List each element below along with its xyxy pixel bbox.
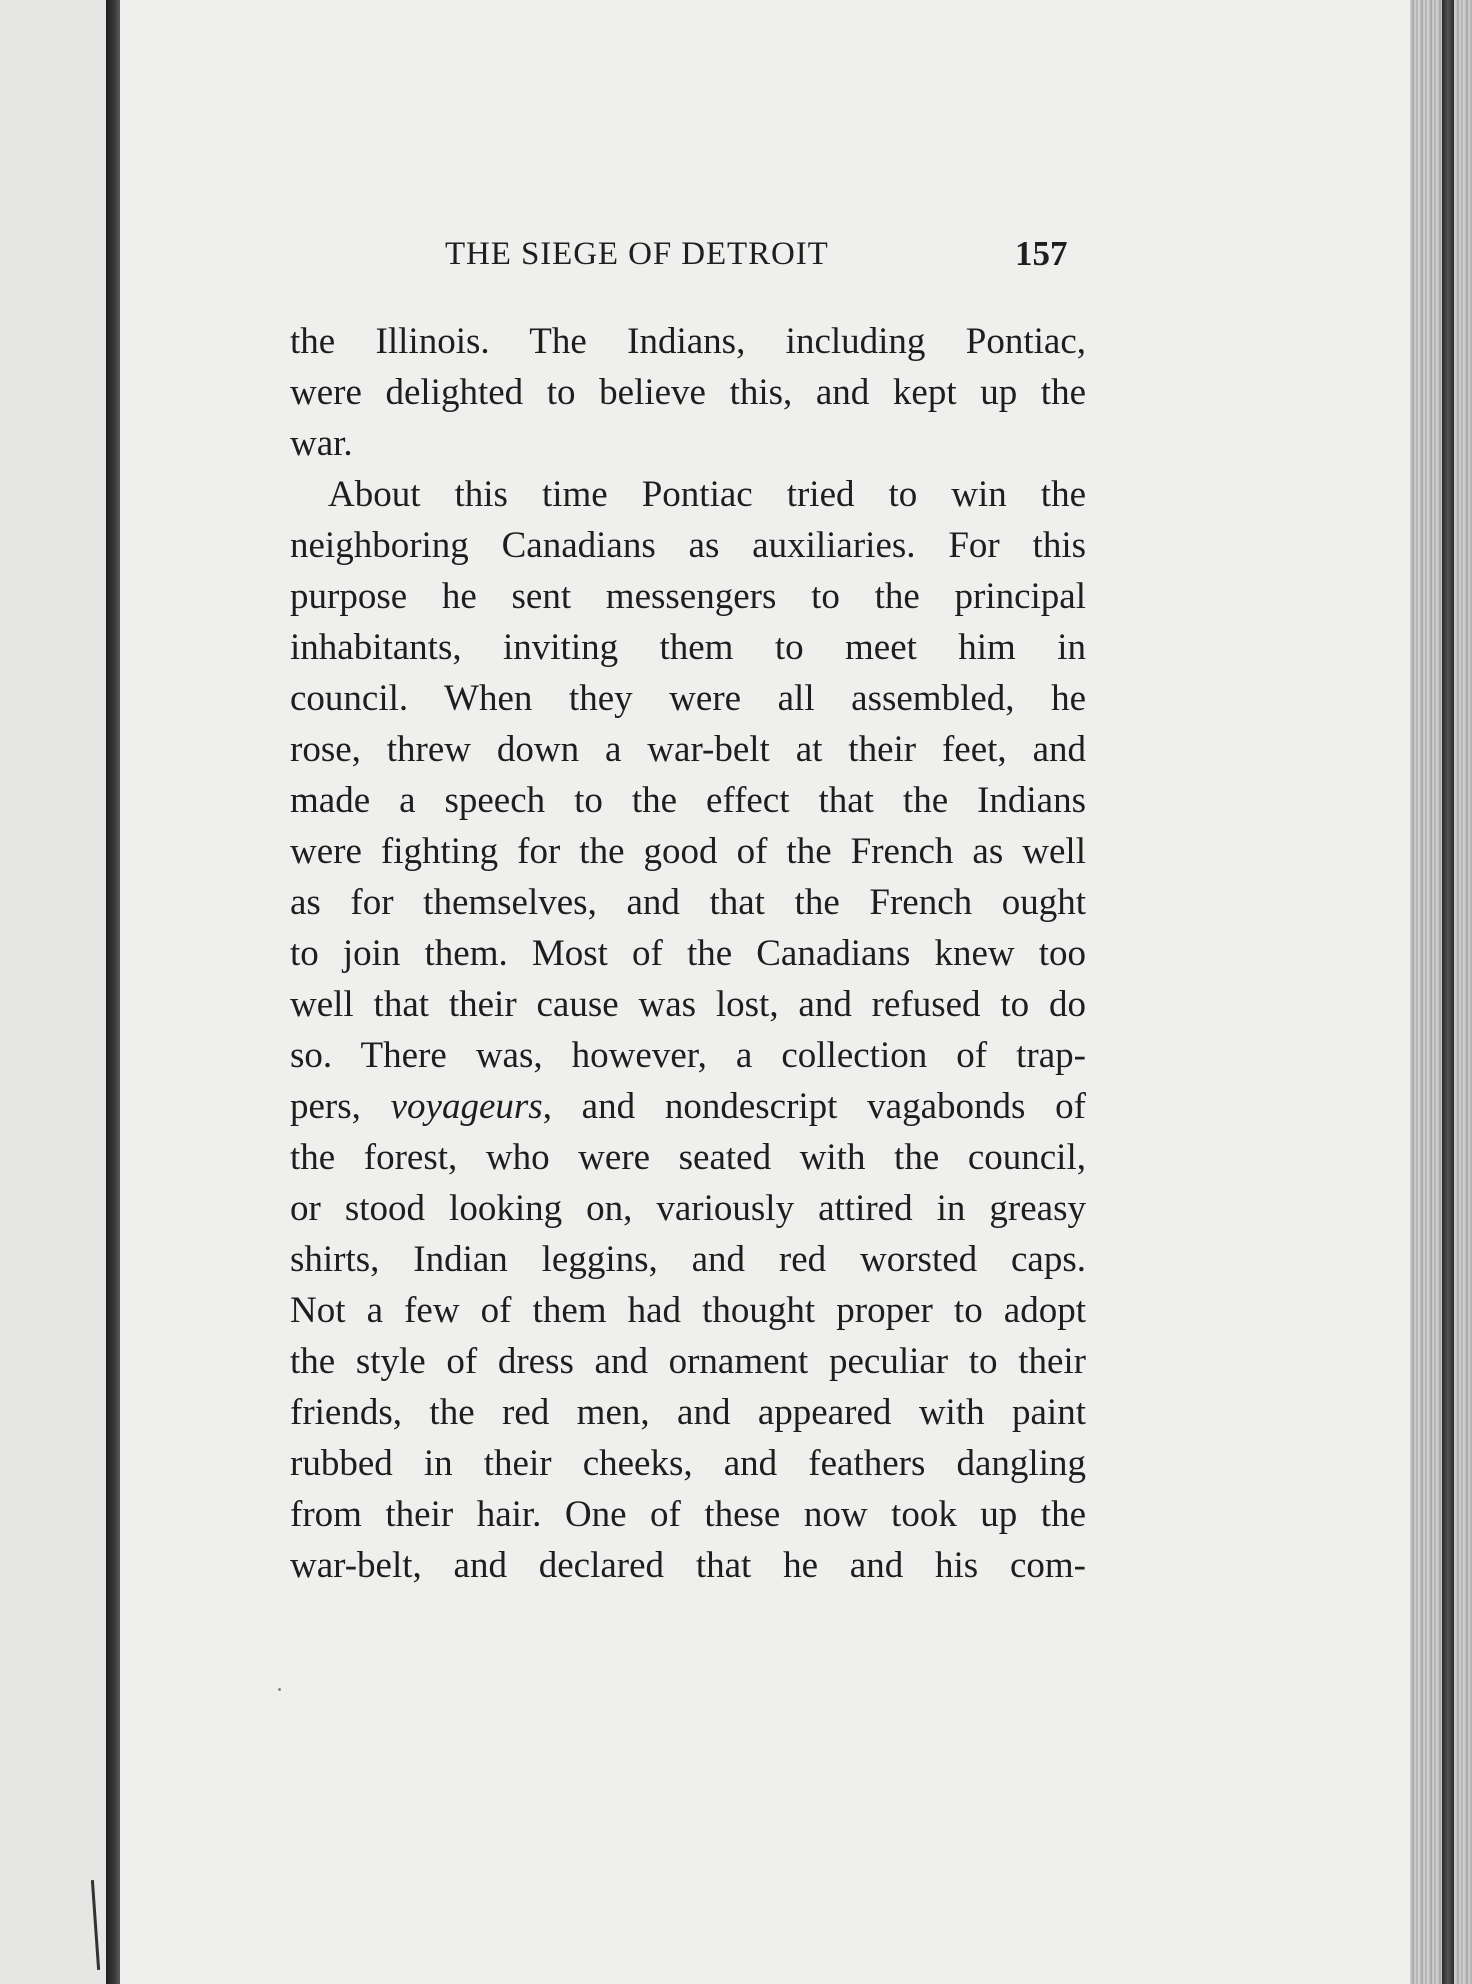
text-line: council. When they were all assembled, he (290, 678, 1086, 719)
text-line: made a speech to the effect that the Indians (290, 780, 1086, 821)
text-line: well that their cause was lost, and refused to do (290, 984, 1086, 1025)
text-line: war. (290, 423, 353, 464)
text-line: rose, threw down a war-belt at their feet, and (290, 729, 1086, 770)
paper-speck (278, 1688, 281, 1691)
text-line: shirts, Indian leggins, and red worsted caps. (290, 1239, 1086, 1280)
text-line: war-belt, and declared that he and his com- (290, 1545, 1086, 1586)
text-line: the forest, who were seated with the council, (290, 1137, 1086, 1178)
text-span: pers, (290, 1086, 391, 1127)
facing-page-edge (0, 0, 106, 1984)
book-gutter (106, 0, 120, 1984)
text-line: About this time Pontiac tried to win the (328, 474, 1086, 515)
text-line: purpose he sent messengers to the principal (290, 576, 1086, 617)
text-line: friends, the red men, and appeared with paint (290, 1392, 1086, 1433)
text-line: the Illinois. The Indians, including Pontiac, (290, 321, 1086, 362)
text-line: neighboring Canadians as auxiliaries. For this (290, 525, 1086, 566)
text-line: rubbed in their cheeks, and feathers dangling (290, 1443, 1086, 1484)
body-text (290, 316, 1086, 1591)
text-line: as for themselves, and that the French ought (290, 882, 1086, 923)
text-line: so. There was, however, a collection of trap- (290, 1035, 1086, 1076)
text-line: the style of dress and ornament peculiar to their (290, 1341, 1086, 1382)
text-line: to join them. Most of the Canadians knew too (290, 933, 1086, 974)
text-line: were fighting for the good of the French as well (290, 831, 1086, 872)
text-line (290, 1081, 1086, 1132)
text-line: from their hair. One of these now took up the (290, 1494, 1086, 1535)
page-number: 157 (1015, 234, 1068, 273)
text-line: or stood looking on, variously attired in greasy (290, 1188, 1086, 1229)
text-span: , and nondescript vagabonds of (542, 1086, 1086, 1127)
page-stack-edge (1410, 0, 1472, 1984)
running-head: THE SIEGE OF DETROIT (445, 236, 829, 272)
text-line: Not a few of them had thought proper to adopt (290, 1290, 1086, 1331)
text-line: were delighted to believe this, and kept up the (290, 372, 1086, 413)
text-line: inhabitants, inviting them to meet him in (290, 627, 1086, 668)
page-header (290, 236, 1090, 286)
italic-word: voyageurs (390, 1086, 543, 1127)
